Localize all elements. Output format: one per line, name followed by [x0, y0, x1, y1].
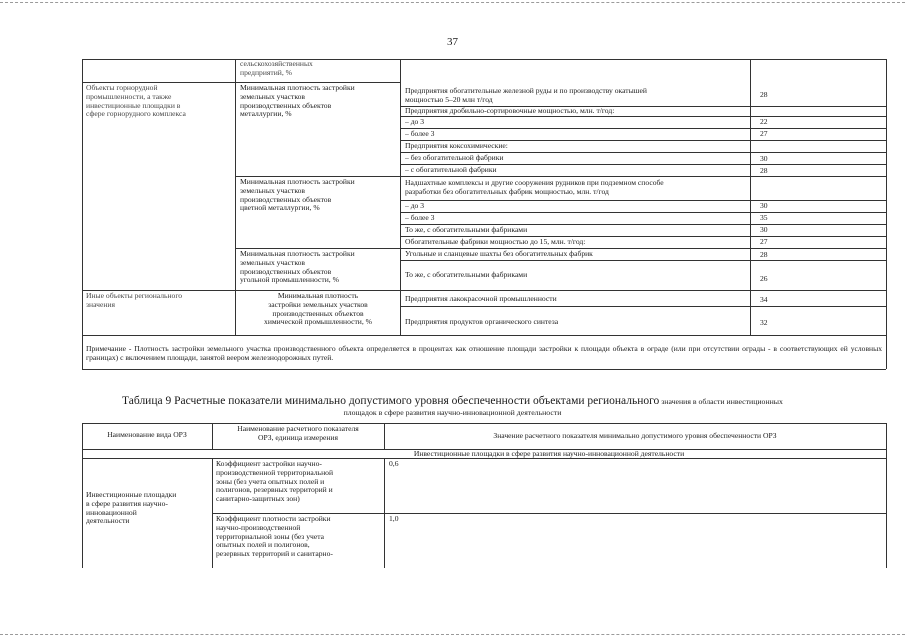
table9-subtitle: площадок в сфере развития научно-инновационной деятельности: [343, 408, 562, 417]
table-note: Примечание - Плотность застройки земельного участка производственного объекта определяется в процентах как отношение площади застройки к площади объекта в ограде (или при отсутствии ограды - в соответствующих ей условных границах) с включением площади, занятой веером железнодорожных путей.: [86, 345, 882, 362]
row-divider: [82, 59, 886, 60]
row-divider: [400, 176, 886, 177]
row-divider: [400, 128, 886, 129]
facility-row: Предприятия обогатительные железной руды и по производству окатышей мощностью 5–20 млн т/год: [405, 87, 647, 104]
column-divider: [750, 59, 751, 335]
value-cell: 27: [760, 130, 768, 138]
row-divider: [400, 224, 886, 225]
table9-title: [0, 395, 905, 408]
group-mining: Объекты горнорудной промышленности, а также инвестиционные площадки в сфере горнорудного комплекса: [86, 84, 186, 119]
facility-row: – до 3: [405, 118, 425, 126]
table-border-right: [886, 59, 887, 369]
value-density: 1,0: [389, 515, 399, 523]
scan-edge-top: [0, 2, 905, 3]
table9-title-main: Таблица 9 Расчетные показатели минимально допустимого уровня обеспеченности объектами регионального: [122, 395, 660, 407]
row-divider: [82, 82, 400, 83]
row-divider: [400, 164, 886, 165]
facility-row: – до 3: [405, 202, 425, 210]
facility-row: Предприятия коксохимические:: [405, 142, 508, 150]
column-header-value: Значение расчетного показателя минимально допустимого уровня обеспеченности ОРЗ: [493, 432, 777, 440]
row-divider: [400, 306, 886, 307]
facility-row: Обогатительные фабрики мощностью до 15, млн. т/год:: [405, 238, 586, 246]
row-divider: [400, 212, 886, 213]
value-cell: 34: [760, 296, 768, 304]
row-divider: [235, 248, 400, 249]
value-cell: 28: [760, 251, 768, 259]
value-cell: 30: [760, 202, 768, 210]
orz-kind: Инвестиционные площадки в сфере развития научно- инновационной деятельности: [86, 491, 177, 526]
value-cell: 26: [760, 275, 768, 283]
facility-row: – более 3: [405, 130, 435, 138]
section-row: Инвестиционные площадки в сфере развития научно-инновационной деятельности: [413, 450, 685, 458]
facility-row: Угольные и сланцевые шахты без обогатительных фабрик: [405, 250, 593, 258]
row-divider: [400, 260, 886, 261]
value-cell: 30: [760, 155, 768, 163]
value-cell: 28: [760, 167, 768, 175]
table-border-right: [886, 423, 887, 568]
page-number: 37: [447, 36, 458, 48]
row-divider: [82, 335, 886, 336]
column-header-indicator: Наименование расчетного показателя ОРЗ, единица измерения: [237, 425, 359, 442]
row-divider: [235, 176, 400, 177]
indicator-nonferrous: Минимальная плотность застройки земельных участков производственных объектов цветной металлургии, %: [240, 178, 355, 213]
facility-row: То же, с обогатительными фабриками: [405, 226, 528, 234]
value-cell: 35: [760, 214, 768, 222]
facility-row: Предприятия продуктов органического синтеза: [405, 318, 559, 326]
column-header-kind: Наименование вида ОРЗ: [107, 431, 187, 439]
table-border-left: [82, 59, 83, 369]
row-divider: [400, 248, 886, 249]
facility-row: – без обогатительной фабрики: [405, 154, 504, 162]
table9-title-tail: значения в области инвестиционных: [659, 397, 783, 406]
indicator-ferrous: Минимальная плотность застройки земельных участков производственных объектов металлургии, %: [240, 84, 355, 119]
facility-row: Надшахтные комплексы и другие сооружения рудников при подземном способе разработки без обогатительных фабрик мощностью, млн. т/год: [405, 179, 664, 196]
row-divider: [400, 200, 886, 201]
value-cell: 30: [760, 226, 768, 234]
column-divider: [400, 59, 401, 335]
value-cell: 27: [760, 238, 768, 246]
value-cell: 32: [760, 319, 768, 327]
facility-row: – с обогатительной фабрики: [405, 166, 497, 174]
row-divider: [82, 290, 400, 291]
row-divider: [82, 423, 886, 424]
facility-row: Предприятия дробильно-сортировочные мощностью, млн. т/год:: [405, 107, 615, 115]
table-border-left: [82, 423, 83, 568]
row-divider: [212, 513, 886, 514]
row-divider: [400, 152, 886, 153]
row-divider: [400, 116, 886, 117]
row-divider: [400, 290, 886, 291]
indicator-chemical: Минимальная плотность застройки земельных участков производственных объектов химической промышленности, %: [264, 292, 372, 327]
row-divider: [82, 369, 886, 370]
facility-row: Предприятия лакокрасочной промышленности: [405, 295, 557, 303]
value-cell: 22: [760, 118, 768, 126]
scan-edge-bottom: [0, 634, 905, 635]
row-divider: [400, 236, 886, 237]
row-divider: [400, 140, 886, 141]
group-other: Иные объекты регионального значения: [86, 292, 183, 309]
indicator-density: Коэффициент плотности застройки научно-производственной территориальной зоны (без учета опытных полей и полигонов, резервных территорий и санитарно-: [216, 515, 333, 559]
indicator-coal: Минимальная плотность застройки земельных участков производственных объектов угольной промышленности, %: [240, 250, 355, 285]
indicator-fragment: сельскохозяйственных предприятий, %: [240, 60, 313, 77]
value-cell: 28: [760, 91, 768, 99]
indicator-coverage: Коэффициент застройки научно- производственной территориальной зоны (без учета опытных полей и полигонов, резервных территорий и санитарно-защитных зон): [216, 460, 334, 504]
value-coverage: 0,6: [389, 460, 399, 468]
facility-row: – более 3: [405, 214, 435, 222]
facility-row: То же, с обогатительными фабриками: [405, 271, 528, 279]
